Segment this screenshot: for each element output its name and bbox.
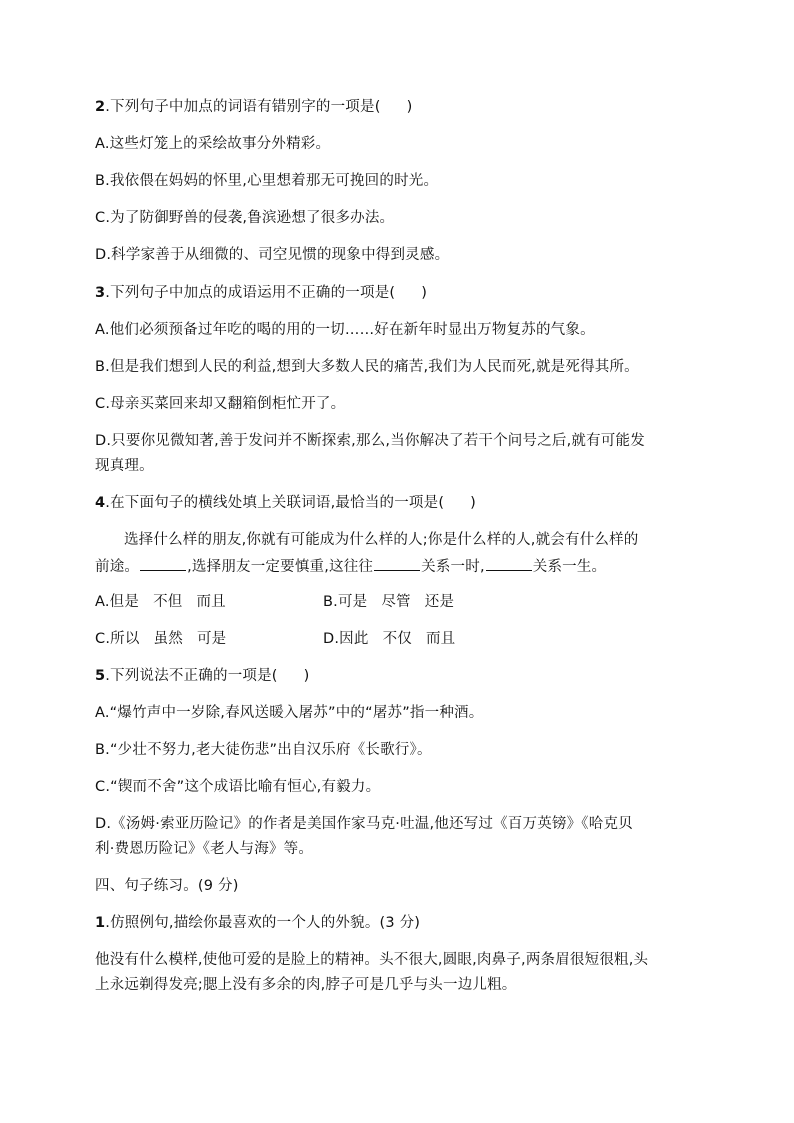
question-paren-close: ) — [421, 285, 428, 301]
question-paren-close: ) — [303, 668, 310, 684]
passage-text: ,选择朋友一定要慎重,这往往 — [187, 559, 374, 575]
option-word: 尽管 — [381, 594, 411, 610]
question-text: .下列说法不正确的一项是( — [105, 668, 278, 684]
question-4-stem — [95, 494, 695, 512]
question-3-option-d-cont: 现真理。 — [95, 458, 154, 474]
question-5-option-b: B.“少壮不努力,老大徒伤悲”出自汉乐府《长歌行》。 — [95, 742, 432, 758]
fill-blank-1 — [140, 556, 186, 571]
question-text: .下列句子中加点的词语有错别字的一项是( — [105, 99, 381, 115]
passage-text: 关系一时, — [421, 559, 485, 575]
question-5-option-c: C.“锲而不舍”这个成语比喻有恒心,有毅力。 — [95, 779, 381, 795]
option-word: 可是 — [196, 631, 227, 647]
question-4-passage-line1: 选择什么样的朋友,你就有可能成为什么样的人;你是什么样的人,就会有什么样的 — [124, 532, 639, 548]
question-number: 1 — [95, 915, 106, 931]
question-number: 4 — [95, 495, 106, 511]
question-text: .下列句子中加点的成语运用不正确的一项是( — [105, 285, 396, 301]
option-word: 虽然 — [153, 631, 183, 647]
section-4-title: 四、句子练习。(9 分) — [95, 878, 239, 894]
question-5-option-a: A.“爆竹声中一岁除,春风送暖入屠苏”中的“屠苏”指一种酒。 — [95, 705, 484, 721]
question-4-options-row1 — [95, 593, 695, 611]
question-4-options-row2 — [95, 630, 695, 648]
question-paren-close: ) — [406, 99, 413, 115]
option-word: B.可是 — [323, 594, 368, 610]
option-word: C.所以 — [95, 631, 140, 647]
question-5-option-d-cont: 利·费恩历险记》《老人与海》等。 — [95, 841, 314, 857]
question-3-option-c: C.母亲买菜回来却又翻箱倒柜忙开了。 — [95, 396, 346, 412]
option-word: 还是 — [424, 594, 455, 610]
option-a — [95, 594, 226, 610]
example-sentence-line2: 上永远剃得发亮;腮上没有多余的肉,脖子可是几乎与头一边儿粗。 — [95, 977, 517, 993]
question-3-option-d: D.只要你见微知著,善于发问并不断探索,那么,当你解决了若干个问号之后,就有可能发 — [95, 433, 645, 449]
example-sentence-line1: 他没有什么模样,使他可爱的是脸上的精神。头不很大,圆眼,肉鼻子,两条眉很短很粗,头 — [95, 952, 649, 968]
question-3-stem — [95, 284, 695, 302]
option-c — [95, 631, 226, 647]
question-2-option-a: A.这些灯笼上的采绘故事分外精彩。 — [95, 136, 331, 152]
option-word: 不仅 — [382, 631, 412, 647]
option-word: D.因此 — [323, 631, 369, 647]
passage-text: 关系一生。 — [532, 559, 607, 575]
passage-text: 前途。 — [95, 559, 140, 575]
question-5-option-d: D.《汤姆·索亚历险记》的作者是美国作家马克·吐温,他还写过《百万英镑》《哈克贝 — [95, 816, 633, 832]
sentence-1-stem — [95, 914, 695, 932]
option-word: 不但 — [153, 594, 183, 610]
question-2-option-b: B.我依偎在妈妈的怀里,心里想着那无可挽回的时光。 — [95, 173, 439, 189]
question-4-passage-line2 — [95, 556, 695, 576]
option-word: 而且 — [196, 594, 226, 610]
option-word: 而且 — [425, 631, 456, 647]
question-paren-close: ) — [470, 495, 477, 511]
option-word: A.但是 — [95, 594, 140, 610]
question-number: 2 — [95, 99, 106, 115]
question-number: 5 — [95, 668, 106, 684]
question-2-stem — [95, 98, 695, 116]
question-5-stem — [95, 667, 695, 685]
question-text: .在下面句子的横线处填上关联词语,最恰当的一项是( — [105, 495, 445, 511]
question-number: 3 — [95, 285, 106, 301]
question-3-option-a: A.他们必须预备过年吃的喝的用的一切……好在新年时显出万物复苏的气象。 — [95, 322, 595, 338]
option-b — [323, 593, 454, 611]
question-text: .仿照例句,描绘你最喜欢的一个人的外貌。(3 分) — [105, 915, 421, 931]
question-2-option-c: C.为了防御野兽的侵袭,鲁滨逊想了很多办法。 — [95, 210, 395, 226]
fill-blank-2 — [374, 556, 420, 571]
option-d — [323, 630, 455, 648]
question-2-option-d: D.科学家善于从细微的、司空见惯的现象中得到灵感。 — [95, 247, 450, 263]
fill-blank-3 — [486, 556, 532, 571]
question-3-option-b: B.但是我们想到人民的利益,想到大多数人民的痛苦,我们为人民而死,就是死得其所。 — [95, 359, 639, 375]
